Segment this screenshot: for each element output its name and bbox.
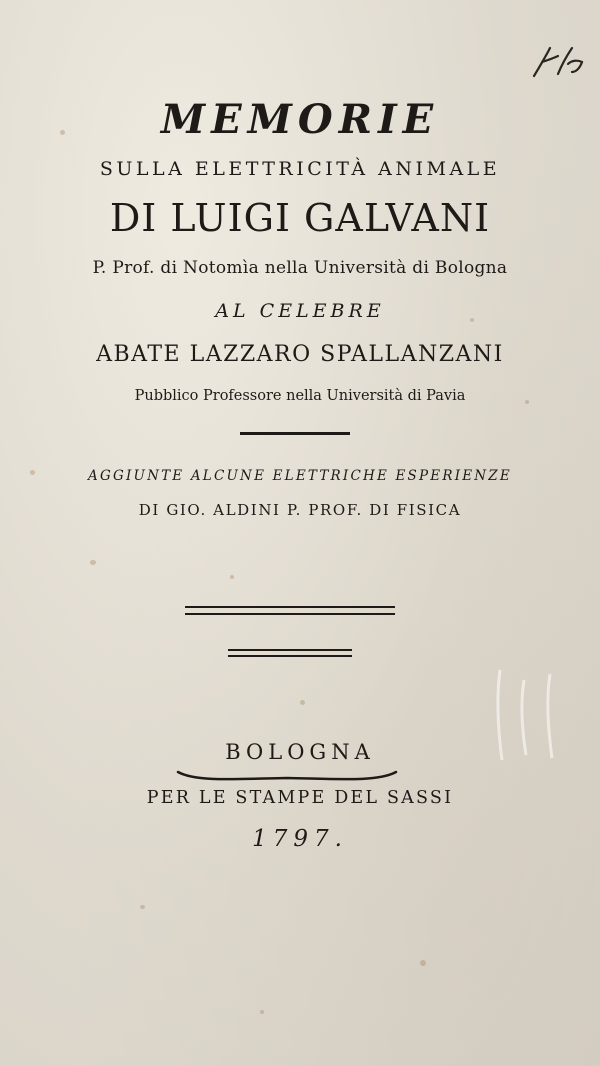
- foxing-spot: [90, 560, 96, 565]
- author-name: DI LUIGI GALVANI: [109, 196, 491, 240]
- addition-author: DI GIO. ALDINI P. PROF. DI FISICA: [138, 501, 462, 519]
- foxing-spot: [260, 1010, 264, 1014]
- double-rule-bottom: [228, 649, 352, 651]
- recipient-name: ABATE LAZZARO SPALLANZANI: [96, 342, 504, 367]
- double-rule-top: [185, 613, 395, 615]
- foxing-spot: [420, 960, 426, 966]
- divider-rule: [240, 432, 350, 435]
- addition-note: AGGIUNTE ALCUNE ELETTRICHE ESPERIENZE: [88, 468, 512, 484]
- imprint-publisher: PER LE STAMPE DEL SASSI: [146, 788, 454, 808]
- author-role: P. Prof. di Notomìa nella Università di Bologna: [92, 258, 508, 278]
- double-rule-top: [185, 606, 395, 608]
- imprint-place: BOLOGNA: [225, 740, 375, 764]
- foxing-spot: [140, 905, 145, 909]
- imprint-year: 1797.: [252, 826, 348, 852]
- foxing-spot: [300, 700, 305, 705]
- book-title: MEMORIE: [160, 96, 440, 143]
- recipient-role: Pubblico Professore nella Università di Pavia: [134, 388, 466, 404]
- handwritten-note-mark: [528, 42, 592, 82]
- foxing-spot: [230, 575, 234, 579]
- swash-ornament: [176, 768, 398, 784]
- double-rule-bottom: [228, 655, 352, 657]
- dedication: AL CELEBRE: [215, 300, 385, 322]
- book-subtitle: SULLA ELETTRICITÀ ANIMALE: [99, 158, 501, 180]
